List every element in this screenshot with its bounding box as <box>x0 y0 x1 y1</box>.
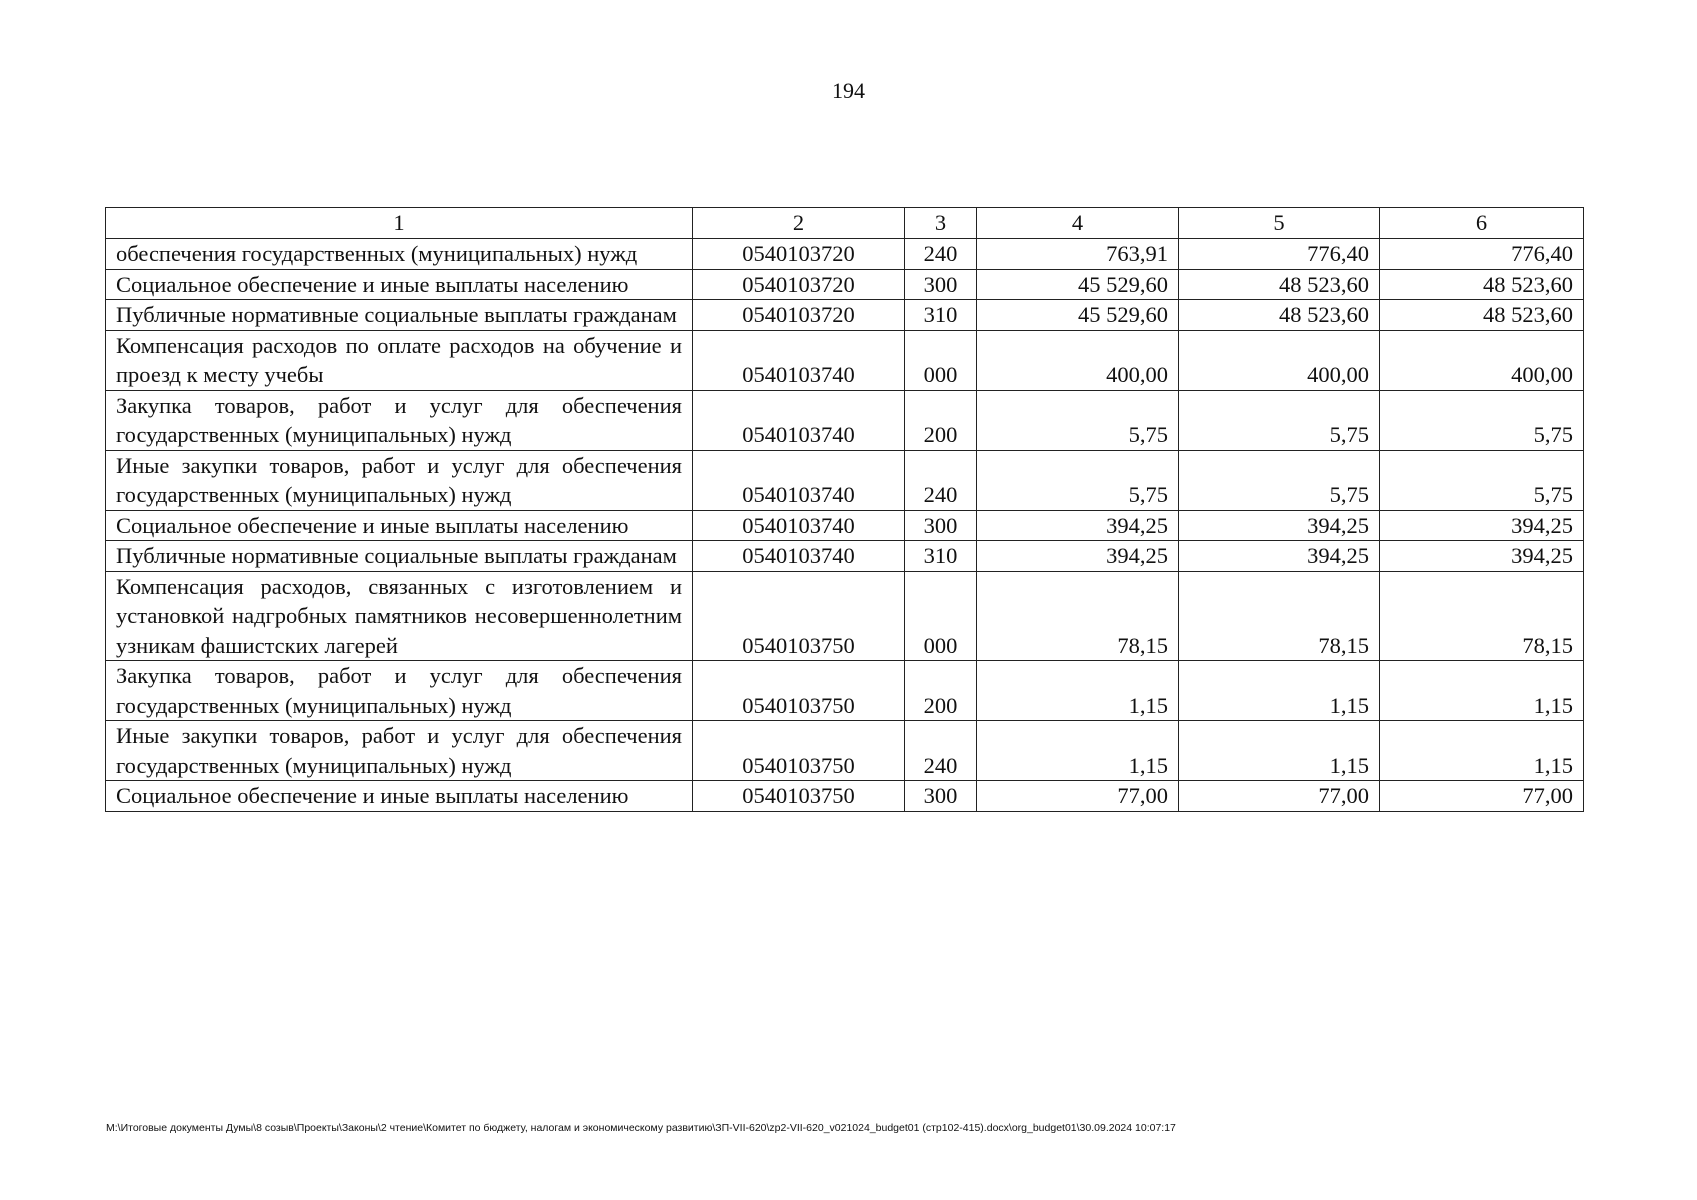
table-row <box>106 300 1584 331</box>
amount-year1-cell: 78,15 <box>977 571 1179 661</box>
table-row <box>106 390 1584 450</box>
expense-name-cell: обеспечения государственных (муниципальных) нужд <box>106 239 693 270</box>
amount-year1-cell: 1,15 <box>977 661 1179 721</box>
amount-year1-cell: 45 529,60 <box>977 269 1179 300</box>
amount-year3-cell: 5,75 <box>1380 450 1584 510</box>
target-article-code-cell: 0540103740 <box>693 390 905 450</box>
table-row <box>106 661 1584 721</box>
amount-year3-cell: 394,25 <box>1380 541 1584 572</box>
expense-name-cell: Закупка товаров, работ и услуг для обеспечения государственных (муниципальных) нужд <box>106 390 693 450</box>
amount-year3-cell: 394,25 <box>1380 510 1584 541</box>
table-row <box>106 541 1584 572</box>
target-article-code-cell: 0540103740 <box>693 510 905 541</box>
document-file-path: М:\Итоговые документы Думы\8 созыв\Проекты\Законы\2 чтение\Комитет по бюджету, налогам и экономическому развитию\ЗП-VII-620\zp2-VII-620_v021024_budget01 (стр102-415).docx\org_budget01\30.09.2024 10:07:17 <box>106 1122 1176 1134</box>
expense-name-cell: Социальное обеспечение и иные выплаты населению <box>106 781 693 812</box>
amount-year2-cell: 1,15 <box>1179 721 1380 781</box>
amount-year2-cell: 5,75 <box>1179 450 1380 510</box>
expense-type-code-cell: 300 <box>905 781 977 812</box>
expense-type-code-cell: 240 <box>905 450 977 510</box>
amount-year1-cell: 5,75 <box>977 450 1179 510</box>
page-number: 194 <box>832 78 865 103</box>
expense-name-cell: Социальное обеспечение и иные выплаты населению <box>106 510 693 541</box>
expense-name-cell: Иные закупки товаров, работ и услуг для обеспечения государственных (муниципальных) нужд <box>106 721 693 781</box>
amount-year3-cell: 776,40 <box>1380 239 1584 270</box>
amount-year3-cell: 77,00 <box>1380 781 1584 812</box>
target-article-code-cell: 0540103750 <box>693 721 905 781</box>
amount-year2-cell: 394,25 <box>1179 510 1380 541</box>
amount-year1-cell: 394,25 <box>977 510 1179 541</box>
column-header: 2 <box>693 208 905 239</box>
amount-year2-cell: 394,25 <box>1179 541 1380 572</box>
amount-year3-cell: 1,15 <box>1380 661 1584 721</box>
table-row <box>106 450 1584 510</box>
expense-name-cell: Компенсация расходов по оплате расходов на обучение и проезд к месту учебы <box>106 330 693 390</box>
column-header: 4 <box>977 208 1179 239</box>
target-article-code-cell: 0540103720 <box>693 269 905 300</box>
amount-year3-cell: 48 523,60 <box>1380 269 1584 300</box>
column-header: 6 <box>1380 208 1584 239</box>
amount-year2-cell: 78,15 <box>1179 571 1380 661</box>
amount-year1-cell: 77,00 <box>977 781 1179 812</box>
expense-name-cell: Социальное обеспечение и иные выплаты населению <box>106 269 693 300</box>
expense-name-cell: Закупка товаров, работ и услуг для обеспечения государственных (муниципальных) нужд <box>106 661 693 721</box>
amount-year2-cell: 48 523,60 <box>1179 269 1380 300</box>
amount-year3-cell: 5,75 <box>1380 390 1584 450</box>
table-header-row <box>106 208 1584 239</box>
amount-year2-cell: 48 523,60 <box>1179 300 1380 331</box>
table-row <box>106 721 1584 781</box>
expense-type-code-cell: 200 <box>905 661 977 721</box>
target-article-code-cell: 0540103750 <box>693 571 905 661</box>
target-article-code-cell: 0540103750 <box>693 781 905 812</box>
budget-table <box>105 207 1584 812</box>
target-article-code-cell: 0540103720 <box>693 300 905 331</box>
expense-type-code-cell: 300 <box>905 510 977 541</box>
expense-name-cell: Компенсация расходов, связанных с изготовлением и установкой надгробных памятников несовершеннолетним узникам фашистских лагерей <box>106 571 693 661</box>
expense-type-code-cell: 310 <box>905 541 977 572</box>
target-article-code-cell: 0540103720 <box>693 239 905 270</box>
column-header: 1 <box>106 208 693 239</box>
table-row <box>106 781 1584 812</box>
target-article-code-cell: 0540103750 <box>693 661 905 721</box>
amount-year3-cell: 400,00 <box>1380 330 1584 390</box>
column-header: 3 <box>905 208 977 239</box>
table-row <box>106 510 1584 541</box>
target-article-code-cell: 0540103740 <box>693 330 905 390</box>
expense-name-cell: Публичные нормативные социальные выплаты гражданам <box>106 300 693 331</box>
table-row <box>106 269 1584 300</box>
table-row <box>106 330 1584 390</box>
expense-type-code-cell: 300 <box>905 269 977 300</box>
table-body <box>106 239 1584 812</box>
expense-type-code-cell: 000 <box>905 330 977 390</box>
amount-year3-cell: 78,15 <box>1380 571 1584 661</box>
amount-year1-cell: 5,75 <box>977 390 1179 450</box>
column-header: 5 <box>1179 208 1380 239</box>
amount-year1-cell: 394,25 <box>977 541 1179 572</box>
amount-year2-cell: 400,00 <box>1179 330 1380 390</box>
table-row <box>106 239 1584 270</box>
table-row <box>106 571 1584 661</box>
expense-type-code-cell: 310 <box>905 300 977 331</box>
expense-type-code-cell: 240 <box>905 239 977 270</box>
expense-type-code-cell: 000 <box>905 571 977 661</box>
amount-year1-cell: 763,91 <box>977 239 1179 270</box>
amount-year1-cell: 45 529,60 <box>977 300 1179 331</box>
expense-type-code-cell: 240 <box>905 721 977 781</box>
amount-year2-cell: 1,15 <box>1179 661 1380 721</box>
amount-year2-cell: 776,40 <box>1179 239 1380 270</box>
target-article-code-cell: 0540103740 <box>693 450 905 510</box>
amount-year1-cell: 400,00 <box>977 330 1179 390</box>
expense-name-cell: Иные закупки товаров, работ и услуг для обеспечения государственных (муниципальных) нужд <box>106 450 693 510</box>
amount-year3-cell: 1,15 <box>1380 721 1584 781</box>
amount-year2-cell: 5,75 <box>1179 390 1380 450</box>
expense-name-cell: Публичные нормативные социальные выплаты гражданам <box>106 541 693 572</box>
amount-year2-cell: 77,00 <box>1179 781 1380 812</box>
amount-year3-cell: 48 523,60 <box>1380 300 1584 331</box>
target-article-code-cell: 0540103740 <box>693 541 905 572</box>
amount-year1-cell: 1,15 <box>977 721 1179 781</box>
expense-type-code-cell: 200 <box>905 390 977 450</box>
